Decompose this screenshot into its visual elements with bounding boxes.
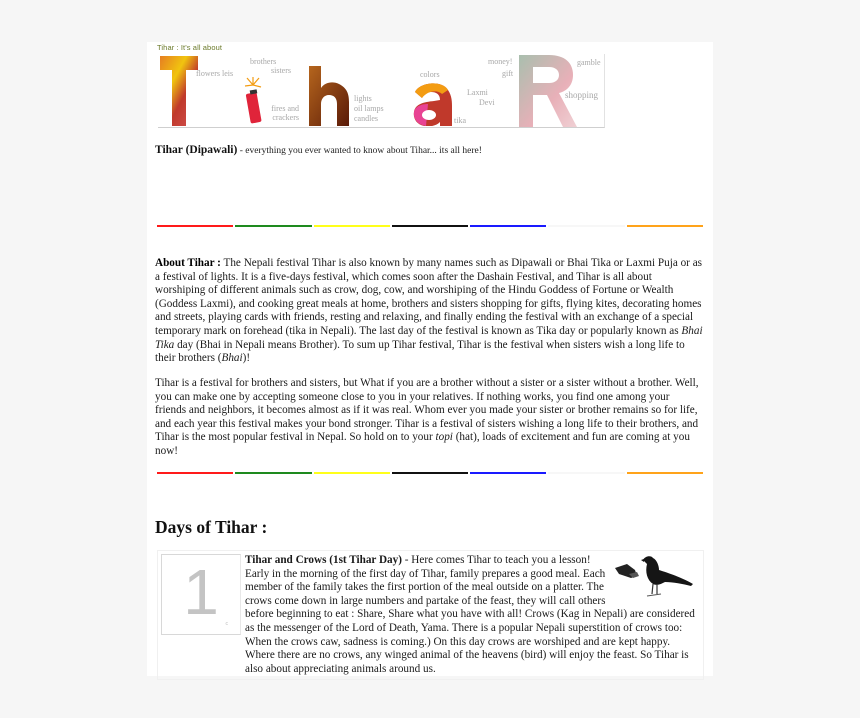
banner-word: candles [354,114,378,123]
about-italic: Bhai [221,352,243,365]
paragraph-text: (hat), loads of excitement and fun are coming at you now! [155,431,690,457]
divider-segment [548,472,624,474]
day-number: 1 [183,556,219,628]
page-title-bold: Tihar (Dipawali) [155,144,238,156]
banner-word: shopping [565,90,599,100]
banner-word: oil lamps [354,104,384,113]
brothers-sisters-paragraph [155,377,703,459]
day-description [245,554,701,676]
about-text: day (Bhai in Nepali means Brother). To sum up Tihar festival, Tihar is the festival when sisters wish a long life to their brothers ( [155,338,685,365]
divider-segment [548,225,624,227]
divider-segment [157,225,233,227]
divider-segment [470,225,546,227]
day-number-box [161,554,241,635]
banner-word: flowers leis [196,69,234,78]
letter-a-icon [412,82,454,126]
banner-word: Laxmi [467,88,488,97]
site-tagline: Tihar : It's all about [157,43,223,52]
page-card [147,42,713,676]
crow-icon [613,554,697,600]
about-italic: Bhai Tika [155,324,703,351]
banner-word: tika [454,116,466,125]
about-text: The Nepali festival Tihar is also known by many names such as Dipawali or Bhai Tika or Laxmi Puja or as a festival of lights. It is a five-days festival, which comes soon after the Dashain Festival, and Tihar is all about worshiping of different animals such as crow, dog, cow, and worshiping of the Hindu Goddess of Fortune or Wealth (Goddess Laxmi), and cooking great meals at home, brothers and sisters shopping for gifts, flying kites, decorating homes and streets, playing cards with friends, resting and relaxing, and finally ending the festival with an exchange of a special temporary mark on forehead (tika in Nepali). The last day of the festival is known as Tika day or popularly known as [155,257,703,337]
divider-segment [157,472,233,474]
about-text: )! [242,352,251,365]
letter-h-icon [309,66,351,126]
paragraph-text: Tihar is a festival for brothers and sisters, but What if you are a brother without a sister or a sister without a brother. Well, you can make one by accepting someone close to you in your relatives. If nothing works, you find one among your friends and neighbors, it becomes almost as if it was real. Whom ever you made your sister or brother remains so for life, and each year this festival makes your bond stronger. Tihar is a festival of sisters wishing a long life to their brothers, and Tihar is the most popular festival in Nepal. So hold on to your [155,377,699,444]
color-divider [157,472,703,475]
day-title: Tihar and Crows (1st Tihar Day) [245,554,402,566]
day-item-1 [157,550,704,680]
divider-segment [627,472,703,474]
banner-word: colors [420,70,440,79]
paragraph-italic: topi [435,431,453,444]
divider-segment [470,472,546,474]
divider-segment [314,472,390,474]
letter-t-icon [160,56,200,126]
about-paragraph [155,257,703,366]
page-title [155,144,482,156]
banner-word: sisters [271,66,291,75]
tihar-banner-image [158,54,605,128]
banner-word: gamble [577,58,601,67]
day-number-caption: c [225,621,228,627]
days-heading: Days of Tihar : [155,517,268,537]
divider-segment [235,225,311,227]
banner-word: money! [488,57,513,66]
divider-segment [627,225,703,227]
banner-word: Devi [479,98,495,107]
banner-word: brothers [250,57,277,66]
divider-segment [314,225,390,227]
banner-word: lights [354,94,372,103]
about-label: About Tihar : [155,257,221,269]
color-divider [157,225,703,228]
banner-word: fires and crackers [271,104,299,122]
page-subtitle: - everything you ever wanted to know about Tihar... its all here! [237,146,482,156]
divider-segment [392,225,468,227]
divider-segment [392,472,468,474]
day-text: - Here comes Tihar to teach you a lesson! Early in the morning of the first day of Tihar, family prepares a good meal. Each member of the family takes the first portion of the meal outside on a platter. The crows come down in large numbers and partake of the feast, they will call others before beginning to eat : Share, Share what you have with all! Crows (Kag in Nepali) are considered as the messenger of the Lord of Death, Yama. There is a popular Nepali superstition of crows too: When the crows caw, sadness is coming.) On this day crows are worshiped and are kept happy. Where there are no crows, any winged animal of the heavens (bird) will enjoy the feast. So Tihar is also about appreciating animals around us. [245,554,695,675]
banner-word: gift [502,69,514,78]
divider-segment [235,472,311,474]
